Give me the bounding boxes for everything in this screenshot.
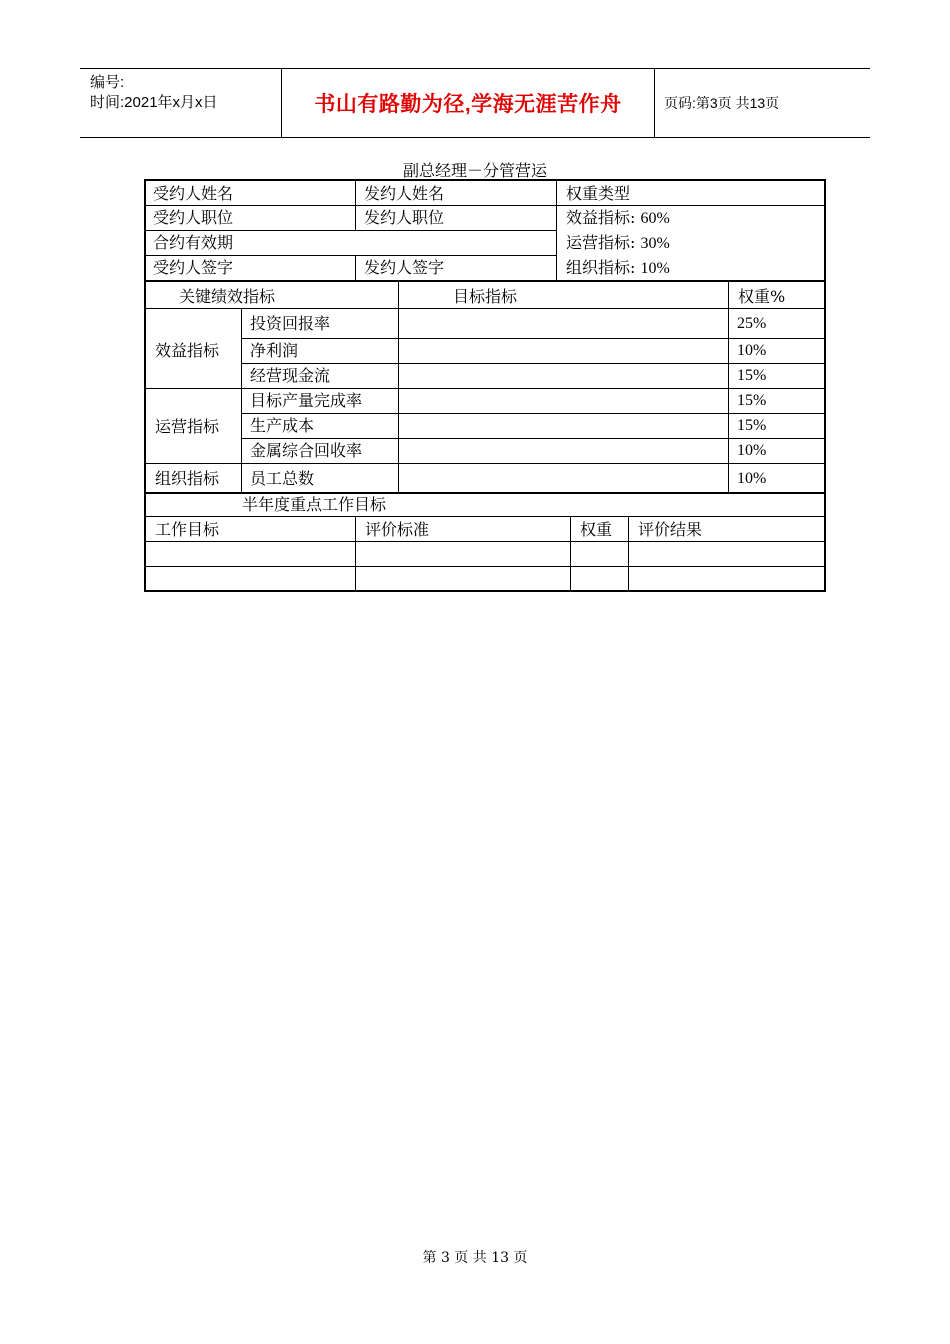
- kpi-weight: 15%: [737, 367, 767, 384]
- kpi-weight: 15%: [737, 392, 767, 409]
- time-label: 时间:2021年x月x日: [90, 94, 218, 111]
- kpi-item: 投资回报率: [250, 314, 331, 333]
- weight-type-label: 权重类型: [566, 184, 631, 203]
- half-weight-header: 权重: [580, 520, 613, 539]
- kpi-weight: 10%: [737, 470, 767, 487]
- recipient-position-label: 受约人职位: [153, 208, 234, 227]
- kpi-group-benefit: 效益指标: [155, 341, 220, 360]
- kpi-item: 员工总数: [250, 469, 315, 488]
- weight-organization: [566, 257, 670, 280]
- issuer-name-label: 发约人姓名: [364, 184, 445, 203]
- target-header: 目标指标: [453, 287, 518, 306]
- weight-organization-value: 10%: [640, 260, 670, 277]
- weight-benefit-value: 60%: [640, 210, 670, 227]
- kpi-weight: 15%: [737, 417, 767, 434]
- kpi-weight: 10%: [737, 442, 767, 459]
- page-header: [80, 68, 870, 138]
- header-slogan-cell: [281, 69, 655, 137]
- kpi-weight: 25%: [737, 315, 767, 332]
- weight-benefit: [566, 207, 670, 230]
- contract-period-label: 合约有效期: [153, 233, 234, 252]
- kpi-header: 关键绩效指标: [179, 287, 276, 306]
- kpi-item: 生产成本: [250, 416, 315, 435]
- kpi-item: 目标产量完成率: [250, 391, 363, 410]
- page-label: 页码:第3页 共13页: [664, 95, 780, 111]
- weight-operation: [566, 232, 670, 255]
- page-footer: 第 3 页 共 13 页: [422, 1250, 528, 1266]
- weight-operation-label: 运营指标:: [566, 233, 636, 252]
- issuer-position-label: 发约人职位: [364, 208, 445, 227]
- issuer-signature-label: 发约人签字: [364, 258, 445, 277]
- kpi-group-organization: 组织指标: [155, 469, 220, 488]
- slogan: 书山有路勤为径,学海无涯苦作舟: [314, 93, 622, 116]
- kpi-item: 金属综合回收率: [250, 441, 363, 460]
- kpi-item: 净利润: [250, 341, 299, 360]
- form-title: 副总经理－分管营运: [402, 161, 547, 180]
- recipient-name-label: 受约人姓名: [153, 184, 234, 203]
- result-header: 评价结果: [638, 520, 703, 539]
- weight-operation-value: 30%: [640, 235, 670, 252]
- responsibility-form: [144, 179, 826, 592]
- weight-organization-label: 组织指标:: [566, 258, 636, 277]
- number-label: 编号:: [90, 74, 125, 91]
- kpi-weight: 10%: [737, 342, 767, 359]
- criteria-header: 评价标准: [365, 520, 430, 539]
- goal-header: 工作目标: [155, 520, 220, 539]
- weight-header: 权重%: [738, 287, 786, 306]
- kpi-item: 经营现金流: [250, 366, 331, 385]
- half-year-title: 半年度重点工作目标: [242, 495, 387, 514]
- recipient-signature-label: 受约人签字: [153, 258, 234, 277]
- header-page-cell: [655, 69, 870, 137]
- header-meta: [80, 69, 280, 137]
- weight-benefit-label: 效益指标:: [566, 208, 636, 227]
- kpi-group-operation: 运营指标: [155, 417, 220, 436]
